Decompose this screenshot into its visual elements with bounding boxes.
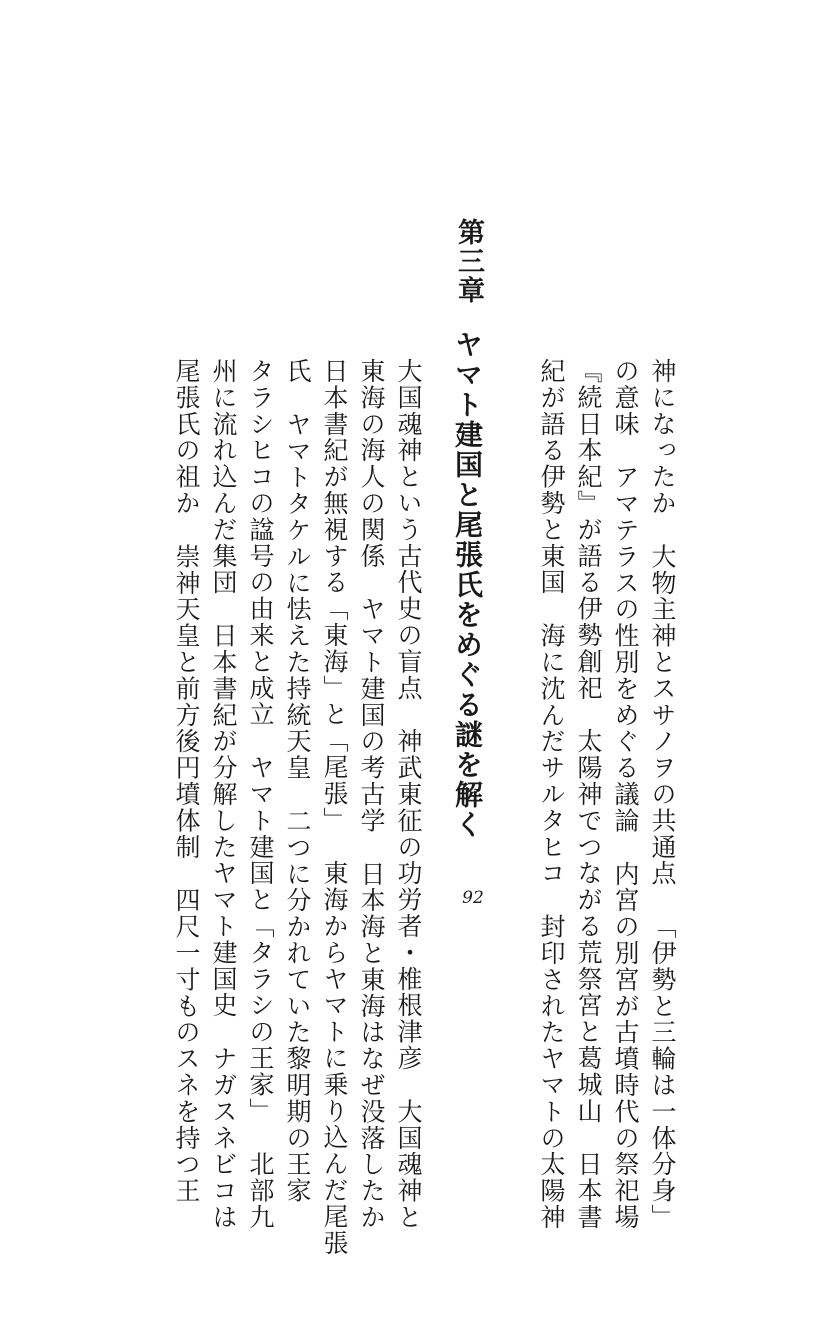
toc-entry: の意味 — [611, 358, 640, 438]
toc-line-3 — [576, 358, 601, 1230]
toc-line-11 — [174, 358, 199, 1204]
toc-entry: ヤマト建国の考古学 — [357, 596, 386, 834]
toc-entry: 氏 — [283, 358, 312, 385]
toc-entry: 紀が語る伊勢と東国 — [537, 358, 566, 596]
toc-entry: 二つに分かれていた黎明期の王家 — [283, 808, 312, 1205]
toc-entry: 大国魂神と — [394, 1098, 423, 1231]
toc-entry: 『続日本紀』が語る伊勢創祀 — [574, 358, 603, 702]
toc-line-9 — [248, 358, 273, 1230]
toc-entry: 四尺一寸ものスネを持つ王 — [172, 887, 201, 1205]
chapter-title: ヤマト建国と尾張氏をめぐる謎を解く — [451, 330, 484, 840]
toc-line-2 — [613, 358, 638, 1230]
toc-entry: 大国魂神という古代史の盲点 — [394, 358, 423, 702]
toc-entry: アマテラスの性別をめぐる議論 — [611, 464, 640, 834]
toc-entry: 封印されたヤマトの太陽神 — [537, 913, 566, 1231]
toc-entry: 内宮の別宮が古墳時代の祭祀場 — [611, 860, 640, 1231]
toc-entry: 神になったか — [648, 358, 677, 517]
toc-line-10 — [211, 358, 236, 1230]
toc-entry: 東海の海人の関係 — [357, 358, 386, 570]
toc-entry: 日本海と東海はなぜ没落したか — [357, 860, 386, 1231]
toc-entry: 尾張氏の祖か — [172, 358, 201, 517]
toc-entry: 太陽神でつながる荒祭宮と葛城山 — [574, 728, 603, 1125]
toc-entry: 日本書紀が無視する「東海」と「尾張」 — [320, 358, 349, 834]
toc-line-8 — [285, 358, 310, 1204]
chapter-label: 第三章 — [453, 218, 484, 305]
toc-entry: 東海からヤマトに乗り込んだ尾張 — [320, 860, 349, 1257]
toc-entry: 日本書紀が分解したヤマト建国史 — [209, 622, 238, 1019]
toc-line-5 — [396, 358, 421, 1230]
toc-line-4 — [539, 358, 564, 1230]
toc-entry: タラシヒコの諡号の由来と成立 — [246, 358, 275, 728]
toc-entry: 北部九 — [246, 1151, 275, 1231]
toc-entry: 大物主神とスサノヲの共通点 — [648, 543, 677, 887]
page-number: 92 — [462, 888, 484, 908]
toc-entry: 神武東征の功労者・椎根津彦 — [394, 728, 423, 1072]
toc-entry: 州に流れ込んだ集団 — [209, 358, 238, 596]
toc-entry: 崇神天皇と前方後円墳体制 — [172, 543, 201, 861]
toc-line-1 — [650, 358, 675, 1230]
toc-entry: 「伊勢と三輪は一体分身」 — [648, 913, 677, 1231]
toc-line-7 — [322, 358, 347, 1256]
toc-line-6 — [359, 358, 384, 1230]
toc-entry: ナガスネビコは — [209, 1045, 238, 1231]
toc-entry: ヤマトタケルに怯えた持統天皇 — [283, 411, 312, 782]
toc-entry: 海に沈んだサルタヒコ — [537, 622, 566, 887]
toc-entry: 日本書 — [574, 1151, 603, 1231]
toc-entry: ヤマト建国と「タラシの王家」 — [246, 754, 275, 1125]
